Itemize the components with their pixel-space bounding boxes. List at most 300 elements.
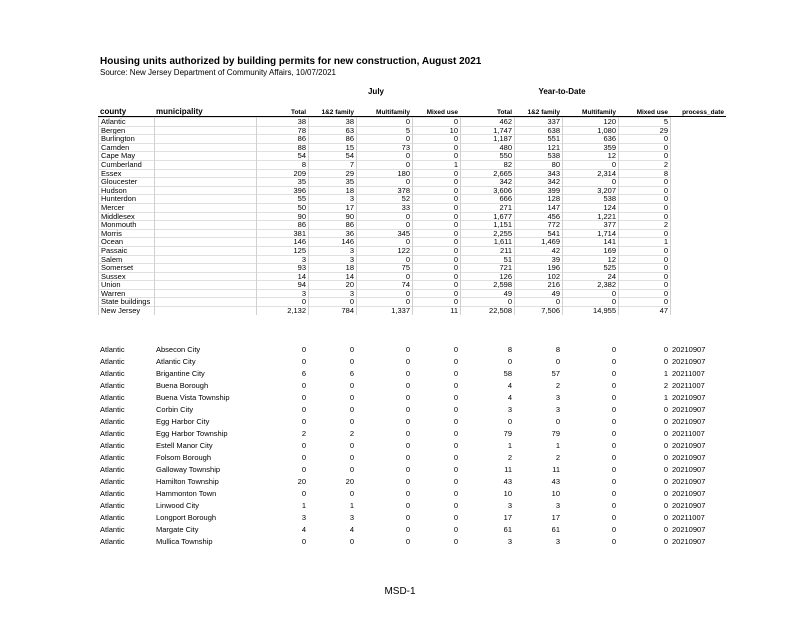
table-cell: 0 bbox=[405, 405, 410, 414]
table-cell: 0 bbox=[663, 453, 668, 462]
table-cell: 124 bbox=[563, 203, 619, 212]
summary-row bbox=[99, 289, 671, 298]
table-cell: 0 bbox=[357, 160, 413, 169]
table-cell: Egg Harbor City bbox=[156, 417, 210, 426]
table-cell: 14 bbox=[257, 272, 309, 281]
group-header-july: July bbox=[367, 87, 384, 96]
detail-row bbox=[98, 500, 726, 512]
table-cell: 3 bbox=[257, 255, 309, 264]
summary-row bbox=[99, 126, 671, 135]
table-cell: 86 bbox=[309, 135, 357, 144]
table-cell: 36 bbox=[309, 229, 357, 238]
table-cell: 1,747 bbox=[461, 126, 515, 135]
table-cell: 0 bbox=[453, 477, 458, 486]
table-cell: Atlantic bbox=[100, 393, 125, 402]
table-cell: Camden bbox=[99, 143, 155, 152]
table-cell bbox=[155, 221, 257, 230]
table-cell: 345 bbox=[357, 229, 413, 238]
table-cell bbox=[155, 152, 257, 161]
table-cell: 551 bbox=[515, 135, 563, 144]
table-cell bbox=[155, 195, 257, 204]
table-cell: 39 bbox=[515, 255, 563, 264]
table-cell: 1,714 bbox=[563, 229, 619, 238]
table-cell bbox=[155, 255, 257, 264]
table-cell: 0 bbox=[413, 169, 461, 178]
table-cell: 0 bbox=[357, 272, 413, 281]
detail-row bbox=[98, 416, 726, 428]
summary-row bbox=[99, 264, 671, 273]
table-cell: Salem bbox=[99, 255, 155, 264]
table-cell: 0 bbox=[663, 501, 668, 510]
table-cell: 0 bbox=[619, 195, 671, 204]
table-cell: 0 bbox=[611, 453, 616, 462]
table-cell: 20210907 bbox=[672, 405, 706, 414]
table-cell: 20210907 bbox=[672, 393, 706, 402]
table-cell: 0 bbox=[663, 441, 668, 450]
table-cell: 0 bbox=[619, 272, 671, 281]
table-cell: 38 bbox=[309, 118, 357, 127]
table-cell: 0 bbox=[453, 501, 458, 510]
detail-row bbox=[98, 428, 726, 440]
table-cell: 0 bbox=[413, 289, 461, 298]
table-cell: 0 bbox=[413, 195, 461, 204]
table-cell: 0 bbox=[413, 264, 461, 273]
table-cell: 0 bbox=[563, 178, 619, 187]
table-cell: 0 bbox=[301, 393, 306, 402]
table-cell: 0 bbox=[301, 537, 306, 546]
municipality-detail-table bbox=[98, 344, 726, 548]
table-cell: 0 bbox=[619, 178, 671, 187]
table-cell: 0 bbox=[663, 417, 668, 426]
table-cell: 381 bbox=[257, 229, 309, 238]
table-cell: Middlesex bbox=[99, 212, 155, 221]
table-cell: 90 bbox=[257, 212, 309, 221]
table-cell: Atlantic bbox=[100, 501, 125, 510]
table-cell: 0 bbox=[619, 203, 671, 212]
table-cell: 0 bbox=[663, 489, 668, 498]
table-cell: 3 bbox=[507, 537, 512, 546]
table-cell: 0 bbox=[257, 298, 309, 307]
table-cell: 18 bbox=[309, 186, 357, 195]
col-july-total: Total bbox=[256, 104, 308, 117]
table-cell: 0 bbox=[663, 525, 668, 534]
table-cell: Warren bbox=[99, 289, 155, 298]
table-cell: 0 bbox=[413, 186, 461, 195]
table-cell: 38 bbox=[257, 118, 309, 127]
table-cell: 0 bbox=[357, 152, 413, 161]
summary-row bbox=[99, 281, 671, 290]
table-cell: 90 bbox=[309, 212, 357, 221]
table-cell: 0 bbox=[405, 465, 410, 474]
summary-row bbox=[99, 238, 671, 247]
table-cell: 0 bbox=[453, 369, 458, 378]
table-cell: 0 bbox=[405, 525, 410, 534]
detail-row bbox=[98, 452, 726, 464]
table-cell: 7,506 bbox=[515, 307, 563, 315]
table-cell: 11 bbox=[504, 465, 512, 474]
table-cell: 146 bbox=[257, 238, 309, 247]
table-cell: 0 bbox=[413, 238, 461, 247]
table-cell: 35 bbox=[309, 178, 357, 187]
table-cell bbox=[155, 160, 257, 169]
table-cell: 0 bbox=[413, 178, 461, 187]
table-cell: Mercer bbox=[99, 203, 155, 212]
table-cell bbox=[155, 126, 257, 135]
page-footer: MSD-1 bbox=[384, 586, 416, 597]
table-cell: 196 bbox=[515, 264, 563, 273]
table-cell: 0 bbox=[619, 264, 671, 273]
table-cell: 0 bbox=[413, 255, 461, 264]
table-cell: Ocean bbox=[99, 238, 155, 247]
table-cell: 359 bbox=[563, 143, 619, 152]
table-cell: 0 bbox=[301, 381, 306, 390]
table-cell: 102 bbox=[515, 272, 563, 281]
table-cell: 462 bbox=[461, 118, 515, 127]
table-cell: 0 bbox=[611, 489, 616, 498]
table-cell: 0 bbox=[413, 246, 461, 255]
table-cell: 146 bbox=[309, 238, 357, 247]
table-cell: 0 bbox=[301, 357, 306, 366]
table-cell: 0 bbox=[405, 537, 410, 546]
table-cell bbox=[155, 264, 257, 273]
table-cell: 6 bbox=[301, 369, 306, 378]
table-cell: 0 bbox=[453, 381, 458, 390]
table-cell: Sussex bbox=[99, 272, 155, 281]
table-cell: 0 bbox=[507, 357, 512, 366]
table-cell: 20210907 bbox=[672, 501, 706, 510]
table-cell: 0 bbox=[405, 345, 410, 354]
table-cell: 20210907 bbox=[672, 489, 706, 498]
table-cell: 0 bbox=[405, 489, 410, 498]
table-cell: 3 bbox=[309, 246, 357, 255]
table-cell: 20210907 bbox=[672, 345, 706, 354]
table-cell: Passaic bbox=[99, 246, 155, 255]
summary-row bbox=[99, 135, 671, 144]
table-cell: 0 bbox=[453, 489, 458, 498]
table-cell: 2 bbox=[349, 429, 354, 438]
table-cell: 80 bbox=[515, 160, 563, 169]
table-cell: Atlantic bbox=[100, 417, 125, 426]
table-cell: 1,080 bbox=[563, 126, 619, 135]
table-cell: 79 bbox=[551, 429, 560, 438]
table-cell: 3,606 bbox=[461, 186, 515, 195]
table-cell: State buildings bbox=[99, 298, 155, 307]
table-cell: 0 bbox=[413, 212, 461, 221]
table-cell: 0 bbox=[349, 345, 354, 354]
table-cell: 0 bbox=[357, 212, 413, 221]
table-cell: 17 bbox=[551, 513, 560, 522]
table-cell: 88 bbox=[257, 143, 309, 152]
summary-row bbox=[99, 246, 671, 255]
table-cell: 3 bbox=[309, 289, 357, 298]
table-cell: 0 bbox=[619, 212, 671, 221]
table-cell bbox=[155, 229, 257, 238]
table-cell: Atlantic bbox=[100, 441, 125, 450]
table-cell: 216 bbox=[515, 281, 563, 290]
detail-row bbox=[98, 512, 726, 524]
column-header-row bbox=[98, 104, 726, 117]
table-cell: 51 bbox=[461, 255, 515, 264]
table-cell: 20 bbox=[345, 477, 354, 486]
table-cell: 10 bbox=[413, 126, 461, 135]
table-cell: 0 bbox=[663, 429, 668, 438]
table-cell: 0 bbox=[611, 417, 616, 426]
table-cell: Atlantic bbox=[100, 477, 125, 486]
table-cell: 0 bbox=[357, 178, 413, 187]
table-cell: Absecon City bbox=[156, 345, 201, 354]
table-cell: 20210907 bbox=[672, 441, 706, 450]
table-cell: 0 bbox=[507, 417, 512, 426]
table-cell: 0 bbox=[453, 357, 458, 366]
table-cell: 0 bbox=[349, 453, 354, 462]
col-county: county bbox=[98, 104, 154, 117]
table-cell: 20 bbox=[297, 477, 306, 486]
table-cell: 0 bbox=[563, 289, 619, 298]
table-cell: 11 bbox=[552, 465, 560, 474]
table-cell: Atlantic bbox=[100, 369, 125, 378]
summary-row bbox=[99, 229, 671, 238]
table-cell: Atlantic bbox=[100, 513, 125, 522]
table-cell: 0 bbox=[357, 255, 413, 264]
table-cell: 399 bbox=[515, 186, 563, 195]
table-cell: 2 bbox=[555, 381, 560, 390]
table-cell: 0 bbox=[357, 221, 413, 230]
col-july-1-2-family: 1&2 family bbox=[308, 104, 356, 117]
table-cell: 3 bbox=[507, 405, 512, 414]
table-cell: 0 bbox=[309, 298, 357, 307]
table-cell: 0 bbox=[611, 381, 616, 390]
table-cell: 120 bbox=[563, 118, 619, 127]
table-cell: 50 bbox=[257, 203, 309, 212]
summary-row bbox=[99, 143, 671, 152]
table-cell: 33 bbox=[357, 203, 413, 212]
table-cell: 0 bbox=[405, 417, 410, 426]
table-cell: 538 bbox=[515, 152, 563, 161]
table-cell: 1 bbox=[413, 160, 461, 169]
table-cell: 20211007 bbox=[672, 513, 705, 522]
table-cell: 3 bbox=[349, 513, 354, 522]
table-cell: 0 bbox=[357, 298, 413, 307]
table-cell: 20210907 bbox=[672, 357, 706, 366]
table-cell: 121 bbox=[515, 143, 563, 152]
summary-row bbox=[99, 118, 671, 127]
table-cell: 0 bbox=[453, 405, 458, 414]
table-cell: 0 bbox=[453, 537, 458, 546]
table-cell: 1,469 bbox=[515, 238, 563, 247]
table-cell: 2 bbox=[507, 453, 512, 462]
table-cell: 17 bbox=[503, 513, 512, 522]
summary-row bbox=[99, 160, 671, 169]
table-cell: 0 bbox=[357, 135, 413, 144]
detail-row bbox=[98, 344, 726, 356]
table-cell: 0 bbox=[405, 357, 410, 366]
table-cell: Gloucester bbox=[99, 178, 155, 187]
table-cell: 0 bbox=[349, 489, 354, 498]
table-cell: 0 bbox=[619, 152, 671, 161]
table-cell: 61 bbox=[503, 525, 512, 534]
table-cell bbox=[155, 307, 257, 315]
table-cell: 0 bbox=[663, 357, 668, 366]
table-cell: 0 bbox=[611, 465, 616, 474]
table-cell: 2,382 bbox=[563, 281, 619, 290]
table-cell: 721 bbox=[461, 264, 515, 273]
table-cell: 0 bbox=[611, 537, 616, 546]
detail-row bbox=[98, 476, 726, 488]
table-cell: 337 bbox=[515, 118, 563, 127]
table-cell: 17 bbox=[309, 203, 357, 212]
summary-row bbox=[99, 212, 671, 221]
table-cell: 3 bbox=[309, 255, 357, 264]
table-cell: 5 bbox=[357, 126, 413, 135]
table-cell: 0 bbox=[301, 465, 306, 474]
table-cell: 0 bbox=[357, 238, 413, 247]
table-cell: Atlantic bbox=[100, 429, 125, 438]
table-cell: 0 bbox=[301, 441, 306, 450]
table-cell: 86 bbox=[309, 221, 357, 230]
table-cell: 63 bbox=[309, 126, 357, 135]
table-cell: 75 bbox=[357, 264, 413, 273]
table-cell: 0 bbox=[413, 229, 461, 238]
table-cell bbox=[155, 238, 257, 247]
table-cell: Bergen bbox=[99, 126, 155, 135]
col-municipality: municipality bbox=[154, 104, 256, 117]
table-cell: 209 bbox=[257, 169, 309, 178]
table-cell: 20210907 bbox=[672, 417, 706, 426]
table-cell: 0 bbox=[611, 405, 616, 414]
table-cell: 0 bbox=[405, 477, 410, 486]
table-cell: Hammonton Town bbox=[156, 489, 217, 498]
table-cell: Estell Manor City bbox=[156, 441, 213, 450]
table-cell: 0 bbox=[619, 135, 671, 144]
table-cell: 0 bbox=[405, 453, 410, 462]
table-cell: Atlantic bbox=[100, 405, 125, 414]
table-cell: 2 bbox=[619, 160, 671, 169]
summary-row bbox=[99, 298, 671, 307]
summary-row bbox=[99, 272, 671, 281]
table-cell: 86 bbox=[257, 221, 309, 230]
table-cell: 456 bbox=[515, 212, 563, 221]
table-cell: 0 bbox=[663, 477, 668, 486]
table-cell: Atlantic bbox=[100, 537, 125, 546]
table-cell: 0 bbox=[611, 501, 616, 510]
table-cell: 0 bbox=[453, 441, 458, 450]
table-cell: 82 bbox=[461, 160, 515, 169]
table-cell: Essex bbox=[99, 169, 155, 178]
table-cell: 8 bbox=[507, 345, 512, 354]
table-cell: 2,255 bbox=[461, 229, 515, 238]
table-cell: 0 bbox=[453, 429, 458, 438]
table-cell: 0 bbox=[349, 441, 354, 450]
table-cell bbox=[155, 169, 257, 178]
table-cell: 1 bbox=[663, 393, 668, 402]
table-cell: 2 bbox=[619, 221, 671, 230]
table-cell: 3 bbox=[257, 289, 309, 298]
table-cell: 2 bbox=[555, 453, 560, 462]
table-cell: Corbin City bbox=[156, 405, 194, 414]
table-cell: Atlantic bbox=[100, 357, 125, 366]
table-cell: 0 bbox=[301, 417, 306, 426]
table-cell: 147 bbox=[515, 203, 563, 212]
table-cell: 0 bbox=[301, 345, 306, 354]
table-cell: 8 bbox=[257, 160, 309, 169]
table-cell: 20210907 bbox=[672, 537, 706, 546]
table-cell: 0 bbox=[357, 118, 413, 127]
table-cell: 0 bbox=[413, 152, 461, 161]
detail-row bbox=[98, 380, 726, 392]
table-cell: 11 bbox=[413, 307, 461, 315]
table-cell: Hunterdon bbox=[99, 195, 155, 204]
table-cell: Morris bbox=[99, 229, 155, 238]
table-cell: 2,314 bbox=[563, 169, 619, 178]
table-cell: 1 bbox=[663, 369, 668, 378]
col-july-mixed-use: Mixed use bbox=[412, 104, 460, 117]
detail-row bbox=[98, 356, 726, 368]
table-cell: 74 bbox=[357, 281, 413, 290]
table-cell: 0 bbox=[357, 289, 413, 298]
table-cell: Atlantic bbox=[100, 381, 125, 390]
report-title: Housing units authorized by building permits for new construction, August 2021 bbox=[100, 56, 482, 67]
table-cell: 1 bbox=[301, 501, 306, 510]
col-process-date: process_date bbox=[670, 104, 726, 117]
table-cell: 0 bbox=[301, 453, 306, 462]
table-cell: 61 bbox=[551, 525, 560, 534]
table-cell: 0 bbox=[349, 465, 354, 474]
table-cell: 2,598 bbox=[461, 281, 515, 290]
table-cell: 20210907 bbox=[672, 465, 706, 474]
table-cell: 0 bbox=[413, 135, 461, 144]
col-ytd-multifamily: Multifamily bbox=[562, 104, 618, 117]
table-cell: Atlantic City bbox=[156, 357, 196, 366]
table-cell: 3 bbox=[301, 513, 306, 522]
detail-row bbox=[98, 440, 726, 452]
table-cell: 0 bbox=[663, 405, 668, 414]
table-cell: 55 bbox=[257, 195, 309, 204]
table-cell: Mullica Township bbox=[156, 537, 213, 546]
table-cell: 0 bbox=[515, 298, 563, 307]
table-cell: 4 bbox=[349, 525, 354, 534]
table-cell: 0 bbox=[663, 465, 668, 474]
table-cell: 3 bbox=[555, 393, 560, 402]
table-cell: 0 bbox=[611, 477, 616, 486]
table-cell bbox=[155, 186, 257, 195]
table-cell: 14,955 bbox=[563, 307, 619, 315]
table-cell: 0 bbox=[349, 357, 354, 366]
table-cell: 0 bbox=[563, 160, 619, 169]
table-cell bbox=[155, 203, 257, 212]
col-ytd-total: Total bbox=[460, 104, 514, 117]
table-cell: 0 bbox=[663, 537, 668, 546]
table-cell: Egg Harbor Township bbox=[156, 429, 228, 438]
table-cell: 42 bbox=[515, 246, 563, 255]
table-cell: 79 bbox=[503, 429, 512, 438]
table-cell: 550 bbox=[461, 152, 515, 161]
table-cell: 0 bbox=[611, 441, 616, 450]
table-cell bbox=[155, 298, 257, 307]
table-cell: 7 bbox=[309, 160, 357, 169]
table-cell: Margate City bbox=[156, 525, 199, 534]
table-cell: 343 bbox=[515, 169, 563, 178]
table-cell: Monmouth bbox=[99, 221, 155, 230]
table-cell: 3 bbox=[555, 405, 560, 414]
table-cell: 0 bbox=[611, 525, 616, 534]
table-cell: Atlantic bbox=[100, 525, 125, 534]
table-cell: 43 bbox=[551, 477, 560, 486]
table-cell: 57 bbox=[551, 369, 560, 378]
table-cell: 342 bbox=[461, 178, 515, 187]
table-cell: 0 bbox=[413, 281, 461, 290]
table-cell: 10 bbox=[503, 489, 512, 498]
table-cell: 29 bbox=[619, 126, 671, 135]
